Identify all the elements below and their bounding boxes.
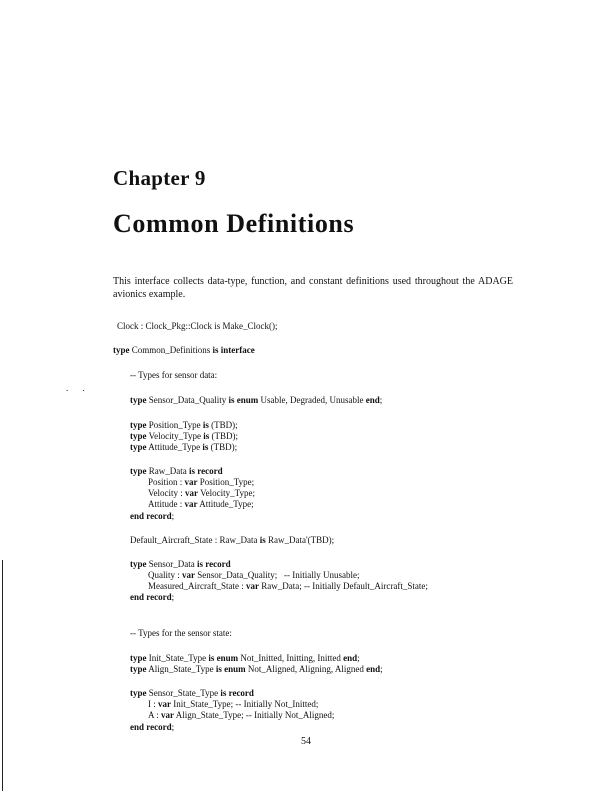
code-text: Not_Initted, Initting, Initted [238,653,344,663]
code-text: -- Types for sensor data: [130,370,218,380]
code-line [130,395,382,405]
code-keyword: type [130,466,147,476]
code-keyword: is enum [215,664,246,674]
code-line [148,488,255,498]
code-keyword: is enum [208,653,239,663]
code-text: Attitude_Type [146,442,203,452]
code-keyword: var [185,488,198,498]
code-text: ; [171,722,175,732]
code-keyword: var [245,581,259,591]
code-text: Velocity_Type; [198,488,255,498]
code-keyword: type [130,664,147,674]
code-line [148,570,359,580]
code-text: Quality : [148,570,182,580]
code-text: (TBD); [209,431,238,441]
code-line [148,477,254,487]
code-keyword: type [130,442,147,452]
code-text: Position : [148,477,185,487]
code-line [130,442,237,452]
chapter-number: Chapter 9 [113,166,206,190]
code-text: Velocity_Type [146,431,204,441]
code-keyword: type [130,395,147,405]
code-line [130,559,231,569]
code-text: -- Types for the sensor state: [130,628,232,638]
code-line [113,345,255,355]
code-text: I : [148,699,158,709]
page-number: 54 [301,736,311,747]
code-keyword: is record [197,559,231,569]
code-keyword: var [182,570,195,580]
code-keyword: is [202,442,209,452]
code-line [148,499,254,509]
code-keyword: is record [189,466,223,476]
code-keyword: is [202,420,209,430]
code-text: Measured_Aircraft_State : [148,581,246,591]
code-text: Velocity : [148,488,185,498]
code-line [130,466,223,476]
code-keyword: end [366,664,381,674]
code-text: Align_State_Type; -- Initially Not_Aligned; [174,710,335,720]
scan-edge-line [2,560,3,791]
code-line [130,431,238,441]
code-line [130,592,174,602]
code-keyword: end record [130,592,172,602]
code-keyword: var [184,499,198,509]
code-keyword: var [184,477,198,487]
code-keyword: type [130,653,147,663]
code-text: Sensor_Data_Quality; -- Initially Unusable; [195,570,360,580]
code-text: ; [171,592,175,602]
code-line [148,699,318,709]
code-line [130,535,334,545]
code-keyword: type [130,559,147,569]
code-line [130,653,360,663]
code-text: A : [148,710,162,720]
code-text: ; [380,664,383,674]
margin-mark: . . [66,383,91,393]
code-text: ; [379,395,383,405]
code-keyword: is [259,535,266,545]
code-text: Raw_Data; -- Initially Default_Aircraft_State; [258,581,428,591]
code-text: Init_State_Type [146,653,209,663]
code-line [130,688,254,698]
code-text: Position_Type; [197,477,255,487]
code-line [117,321,278,331]
code-text: Common_Definitions [129,345,213,355]
code-text: Clock : Clock_Pkg::Clock is Make_Clock(); [117,321,278,331]
code-text: Align_State_Type [146,664,216,674]
code-keyword: is interface [212,345,255,355]
code-text: Usable, Degraded, Unusable [258,395,366,405]
code-text: Init_State_Type; -- Initially Not_Initted; [171,699,319,709]
code-text: (TBD); [208,442,238,452]
code-keyword: type [130,420,147,430]
code-text: Position_Type [146,420,203,430]
code-text: Sensor_State_Type [146,688,221,698]
code-comment [130,370,217,380]
code-text: Not_Aligned, Aligning, Aligned [245,664,367,674]
code-keyword: is record [220,688,254,698]
code-text: Raw_Data [146,466,189,476]
code-text: Attitude : [148,499,185,509]
code-comment [130,628,232,638]
code-keyword: end record [130,722,172,732]
code-line [130,420,238,430]
chapter-title: Common Definitions [113,209,355,238]
code-keyword: type [130,431,147,441]
code-line [130,511,174,521]
code-keyword: is enum [228,395,259,405]
code-line [148,581,428,591]
code-line [148,710,334,720]
code-text: ; [171,511,175,521]
code-keyword: end record [130,511,172,521]
code-keyword: var [161,710,175,720]
code-text: Attitude_Type; [197,499,254,509]
code-keyword: var [158,699,171,709]
code-text: Default_Aircraft_State : Raw_Data [130,535,260,545]
code-text: Raw_Data'(TBD); [265,535,335,545]
code-text: Sensor_Data_Quality [146,395,229,405]
code-line [130,664,383,674]
code-text: ; [357,653,360,663]
code-text: (TBD); [208,420,238,430]
code-keyword: end [343,653,358,663]
code-keyword: type [113,345,130,355]
code-keyword: is [203,431,210,441]
code-keyword: end [365,395,380,405]
code-text: Sensor_Data [146,559,197,569]
intro-paragraph: This interface collects data-type, function, and constant definitions used throughout the ADAGE avionics example. [113,276,513,300]
code-line [130,722,174,732]
code-keyword: type [130,688,147,698]
